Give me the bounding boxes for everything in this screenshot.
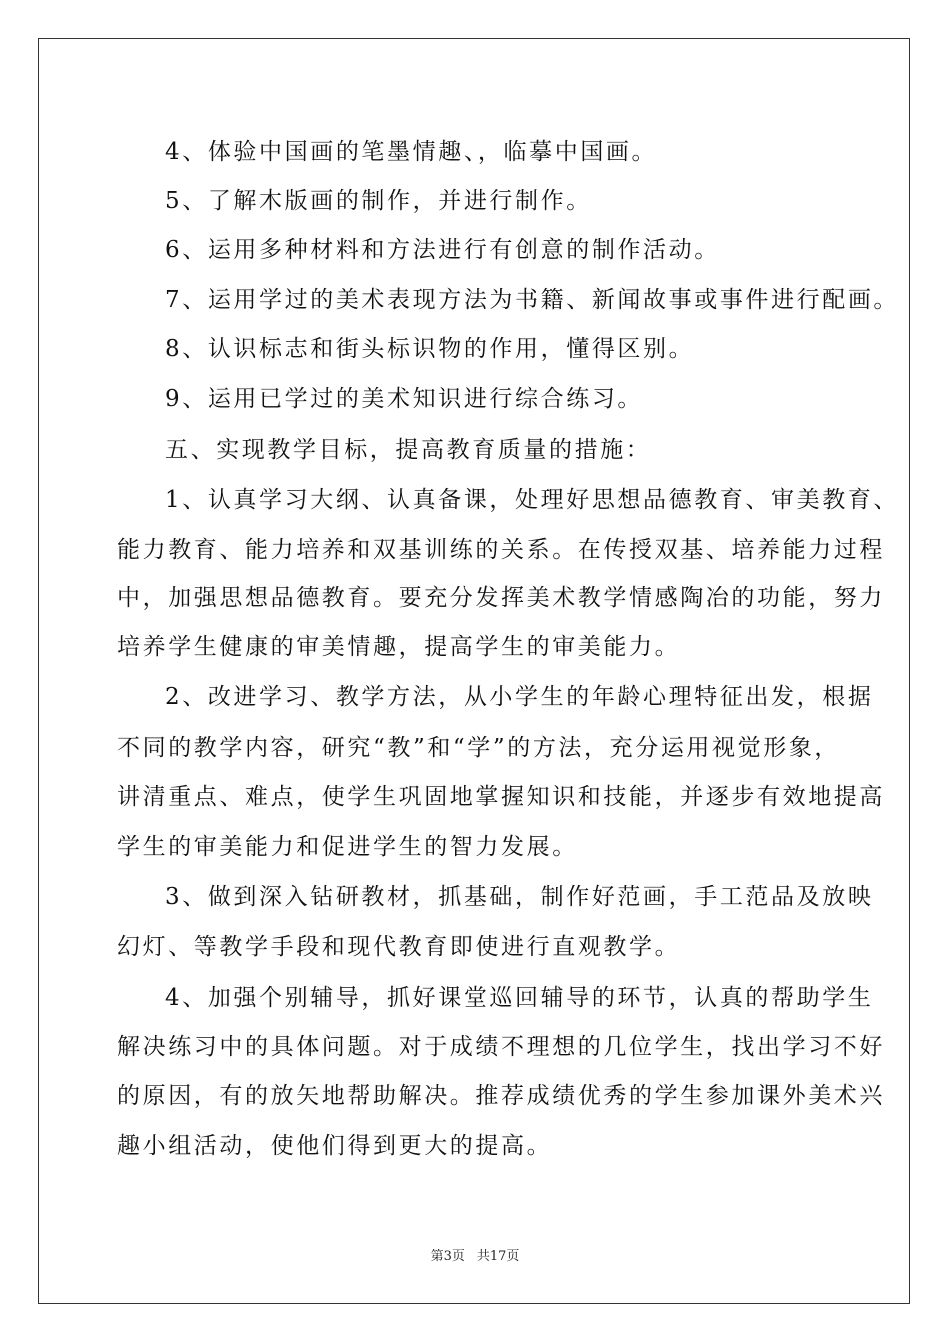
page-frame	[38, 38, 910, 1304]
text-line: 3、做到深入钻研教材，抓基础，制作好范画，手工范品及放映	[165, 884, 874, 910]
text-line: 9、运用已学过的美术知识进行综合练习。	[165, 386, 644, 412]
page-total: 共17页	[476, 1249, 520, 1264]
section-heading: 五、实现教学目标，提高教育质量的措施：	[165, 437, 652, 463]
text-line: 学生的审美能力和促进学生的智力发展。	[117, 834, 578, 860]
text-line: 8、认识标志和街头标识物的作用，懂得区别。	[165, 336, 695, 362]
page-number: 第3页	[430, 1249, 465, 1264]
text-line: 趣小组活动，使他们得到更大的提高。	[117, 1133, 553, 1159]
text-line: 培养学生健康的审美情趣，提高学生的审美能力。	[117, 634, 681, 660]
text-line: 4、体验中国画的笔墨情趣、，临摹中国画。	[165, 139, 658, 165]
text-line: 4、加强个别辅导，抓好课堂巡回辅导的环节，认真的帮助学生	[165, 985, 874, 1011]
text-line: 7、运用学过的美术表现方法为书籍、新闻故事或事件进行配画。	[165, 287, 900, 313]
text-line: 的原因，有的放矢地帮助解决。推荐成绩优秀的学生参加课外美术兴	[117, 1083, 885, 1109]
text-line: 2、改进学习、教学方法，从小学生的年龄心理特征出发，根据	[165, 684, 874, 710]
text-line: 5、了解木版画的制作，并进行制作。	[165, 188, 592, 214]
text-line: 6、运用多种材料和方法进行有创意的制作活动。	[165, 237, 720, 263]
text-line: 讲清重点、难点，使学生巩固地掌握知识和技能，并逐步有效地提高	[117, 784, 885, 810]
text-line: 不同的教学内容，研究“教”和“学”的方法，充分运用视觉形象，	[117, 735, 841, 761]
text-line: 中，加强思想品德教育。要充分发挥美术教学情感陶冶的功能，努力	[117, 585, 885, 611]
text-line: 1、认真学习大纲、认真备课，处理好思想品德教育、审美教育、	[165, 487, 900, 513]
text-line: 幻灯、等教学手段和现代教育即使进行直观教学。	[117, 934, 681, 960]
text-line: 能力教育、能力培养和双基训练的关系。在传授双基、培养能力过程	[117, 537, 885, 563]
text-line: 解决练习中的具体问题。对于成绩不理想的几位学生，找出学习不好	[117, 1034, 885, 1060]
page-footer	[0, 1249, 950, 1265]
